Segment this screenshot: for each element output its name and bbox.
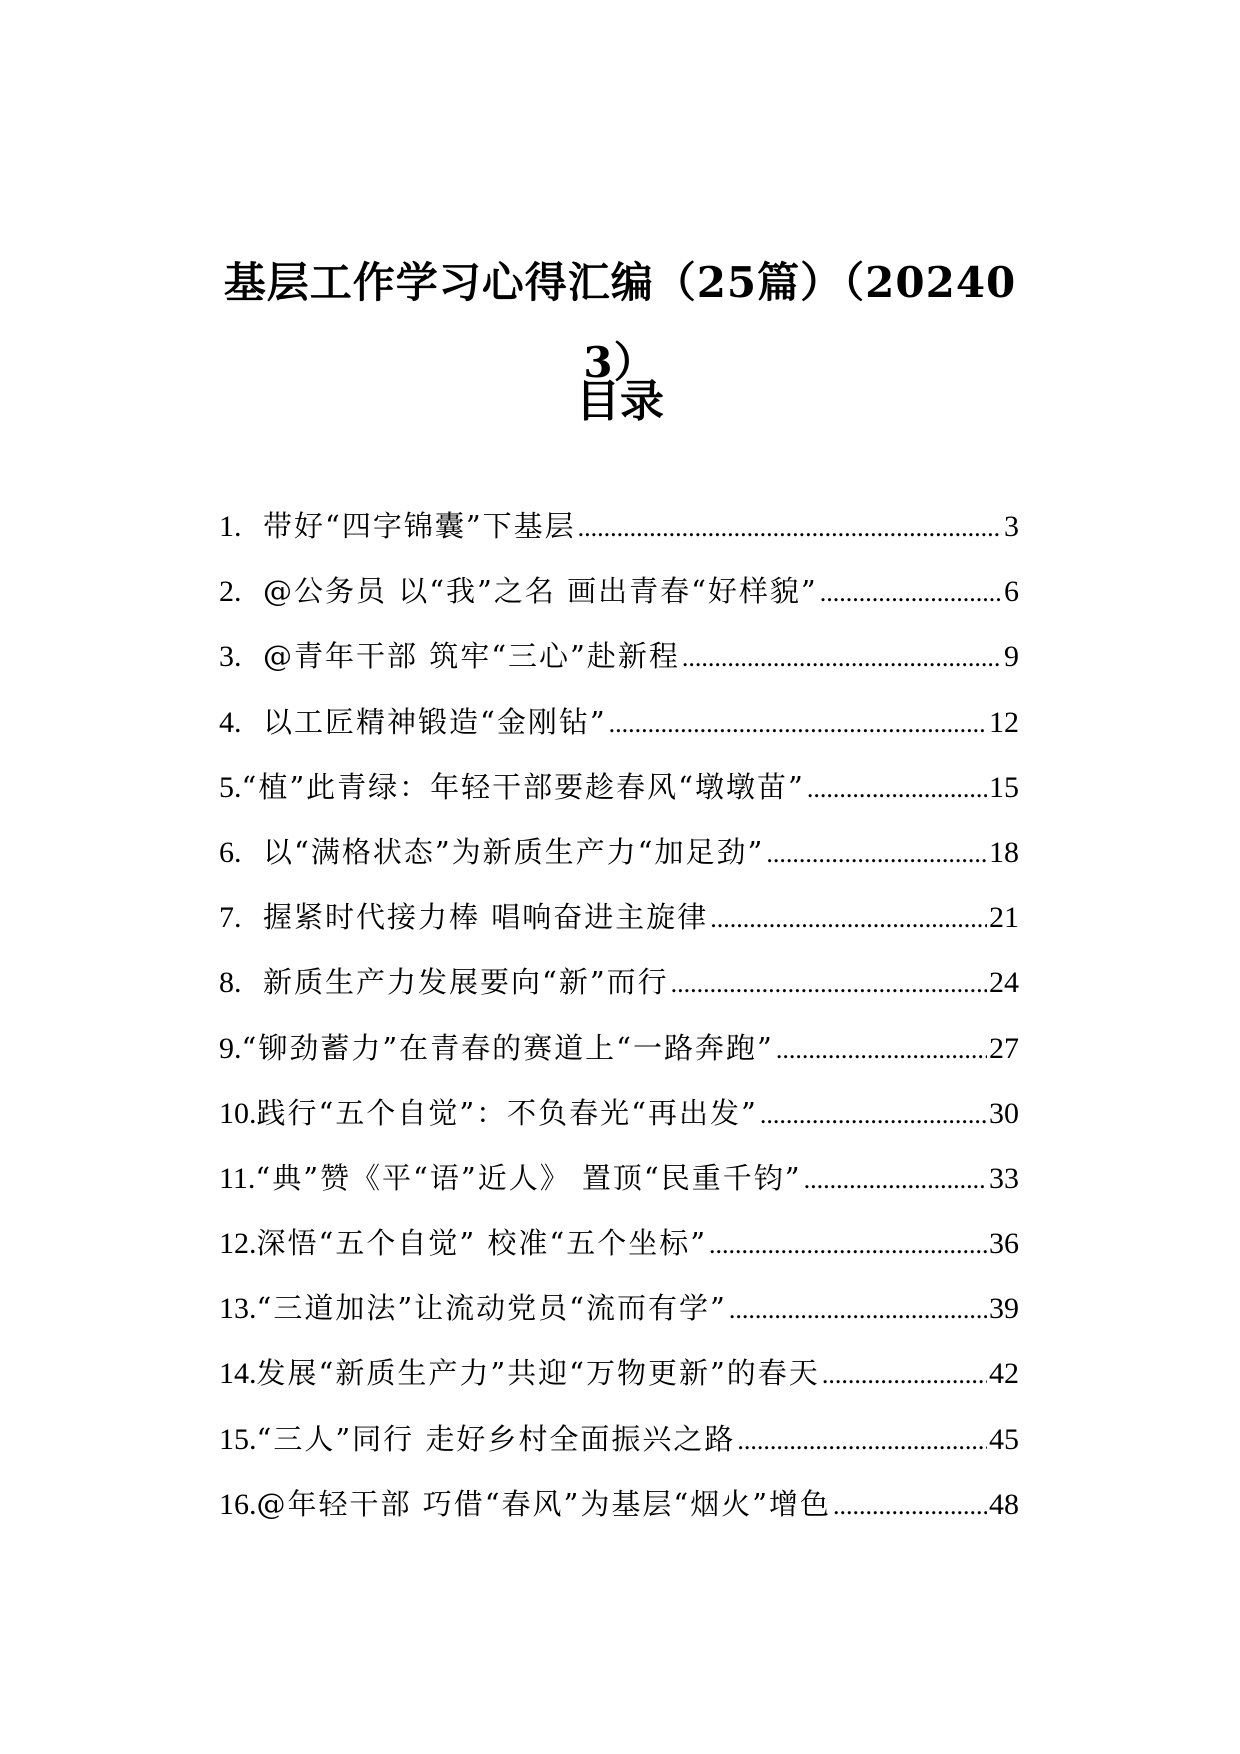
toc-entry-number: 14. xyxy=(219,1357,257,1391)
toc-entry-page: 30 xyxy=(989,1096,1019,1130)
toc-entry[interactable] xyxy=(219,636,1019,701)
toc-entry-page: 6 xyxy=(1004,575,1019,609)
toc-entry-title: @青年干部 筑牢“三心”赴新程 xyxy=(263,639,680,674)
toc-entry-number: 16. xyxy=(219,1487,257,1521)
toc-entry-title: 以工匠精神锻造“金刚钻” xyxy=(263,704,607,739)
toc-entry-page: 3 xyxy=(1004,510,1019,543)
toc-leader-dots xyxy=(737,1421,987,1461)
toc-leader-dots xyxy=(820,573,1002,613)
toc-entry-page: 42 xyxy=(989,1357,1019,1391)
toc-entry-title: 深悟“五个自觉” 校准“五个坐标” xyxy=(256,1226,708,1261)
toc-entry-title: “典”赞《平“语”近人》 置顶“民重千钧” xyxy=(255,1160,802,1195)
toc-leader-dots xyxy=(766,834,987,874)
toc-entry-page: 39 xyxy=(989,1292,1019,1326)
toc-entry-title: “植”此青绿：年轻干部要趁春风“墩墩苗” xyxy=(241,769,805,804)
toc-entry[interactable] xyxy=(219,1158,1019,1223)
toc-entry-number: 15. xyxy=(219,1422,257,1456)
toc-entry[interactable] xyxy=(219,702,1019,767)
toc-leader-dots xyxy=(807,769,987,809)
document-title-line-1: 基层工作学习心得汇编（25篇）（20240 xyxy=(223,258,1017,307)
toc-entry[interactable] xyxy=(219,832,1019,897)
toc-entry-title: 新质生产力发展要向“新”而行 xyxy=(263,965,669,1000)
toc-entry-title: “三道加法”让流动党员“流而有学” xyxy=(256,1291,727,1326)
toc-entry-page: 18 xyxy=(989,835,1019,869)
toc-leader-dots xyxy=(822,1355,987,1395)
toc-entry-number: 2. xyxy=(219,575,242,609)
toc-entry-number: 4. xyxy=(219,705,242,739)
toc-leader-dots xyxy=(709,1225,987,1265)
toc-entry[interactable] xyxy=(219,1028,1019,1093)
toc-entry-number: 12. xyxy=(219,1227,257,1261)
toc-entry-title: 握紧时代接力棒 唱响奋进主旋律 xyxy=(263,900,709,935)
toc-entry[interactable] xyxy=(219,962,1019,1027)
toc-entry-number: 3. xyxy=(219,640,242,674)
toc-leader-dots xyxy=(760,1095,987,1135)
toc-leader-dots xyxy=(776,1030,987,1070)
toc-entry-title: @公务员 以“我”之名 画出青春“好样貌” xyxy=(263,574,818,609)
toc-leader-dots xyxy=(710,899,987,939)
toc-entry-number: 5. xyxy=(219,770,242,804)
toc-entry-title: “铆劲蓄力”在青春的赛道上“一路奔跑” xyxy=(241,1030,774,1065)
toc-entry[interactable] xyxy=(219,506,1019,571)
document-title-line-2: 3） xyxy=(583,338,657,387)
toc-entry[interactable] xyxy=(219,571,1019,636)
toc-heading: 目录 xyxy=(576,376,664,427)
toc-entry-page: 24 xyxy=(989,966,1019,1000)
toc-entry-page: 15 xyxy=(989,770,1019,804)
toc-entry-number: 1. xyxy=(219,510,242,543)
toc-entry-title: 以“满格状态”为新质生产力“加足劲” xyxy=(263,834,765,869)
toc-entry-page: 9 xyxy=(1004,640,1019,674)
toc-entry[interactable] xyxy=(219,1288,1019,1353)
toc-leader-dots xyxy=(833,1486,987,1526)
toc-leader-dots xyxy=(578,508,1002,548)
toc-entry-number: 7. xyxy=(219,901,242,935)
toc-entry[interactable] xyxy=(219,897,1019,962)
table-of-contents xyxy=(219,506,1019,1549)
toc-entry-number: 6. xyxy=(219,835,242,869)
toc-entry-page: 48 xyxy=(989,1487,1019,1521)
toc-leader-dots xyxy=(682,638,1002,678)
toc-entry-page: 45 xyxy=(989,1422,1019,1456)
toc-entry-number: 13. xyxy=(219,1292,257,1326)
toc-leader-dots xyxy=(671,964,987,1004)
toc-leader-dots xyxy=(609,704,987,744)
toc-entry-page: 33 xyxy=(989,1161,1019,1195)
toc-entry-title: “三人”同行 走好乡村全面振兴之路 xyxy=(256,1421,736,1456)
toc-entry[interactable] xyxy=(219,1223,1019,1288)
toc-entry-number: 9. xyxy=(219,1031,242,1065)
toc-entry[interactable] xyxy=(219,1484,1019,1549)
toc-entry-page: 21 xyxy=(989,901,1019,935)
toc-entry-title: @年轻干部 巧借“春风”为基层“烟火”增色 xyxy=(256,1486,832,1521)
toc-entry[interactable] xyxy=(219,1093,1019,1158)
toc-leader-dots xyxy=(804,1160,987,1200)
toc-entry-page: 27 xyxy=(989,1031,1019,1065)
toc-entry-title: 践行“五个自觉”：不负春光“再出发” xyxy=(256,1095,758,1130)
toc-entry-number: 10. xyxy=(219,1096,257,1130)
toc-entry-page: 36 xyxy=(989,1227,1019,1261)
toc-entry-title: 发展“新质生产力”共迎“万物更新”的春天 xyxy=(256,1356,820,1391)
toc-entry-title: 带好“四字锦囊”下基层 xyxy=(263,509,576,543)
toc-entry-page: 12 xyxy=(989,705,1019,739)
toc-entry-number: 8. xyxy=(219,966,242,1000)
toc-entry[interactable] xyxy=(219,1353,1019,1418)
toc-entry[interactable] xyxy=(219,1419,1019,1484)
toc-entry[interactable] xyxy=(219,767,1019,832)
toc-leader-dots xyxy=(729,1290,987,1330)
toc-entry-number: 11. xyxy=(219,1161,256,1195)
